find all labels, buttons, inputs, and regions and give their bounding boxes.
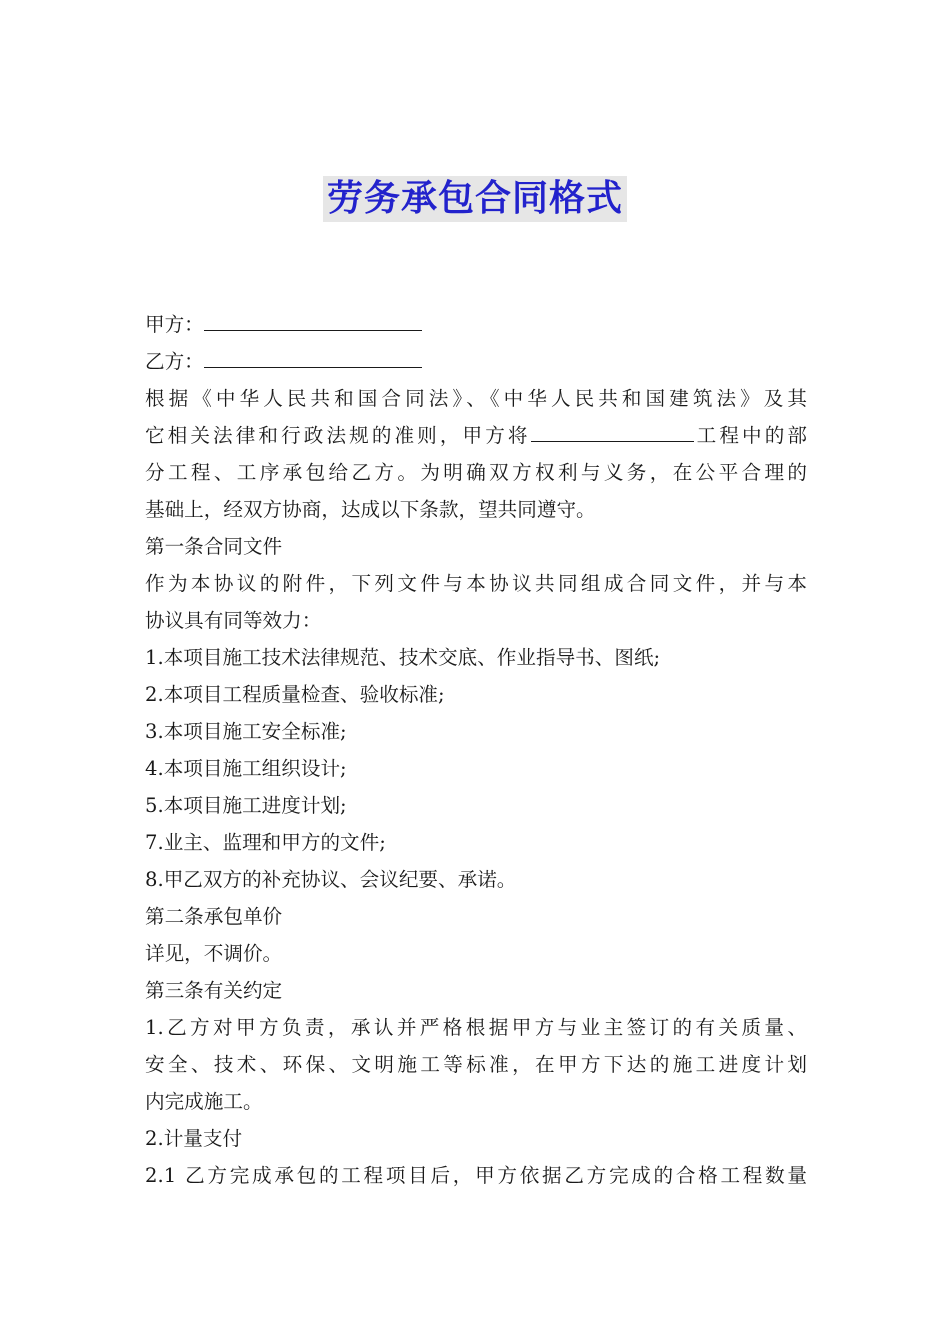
intro-line-1: 根据《中华人民共和国合同法》、《中华人民共和国建筑法》及其 — [145, 387, 807, 410]
list-item: 5.本项目施工进度计划; — [145, 794, 347, 817]
article-3-item-2-1-line-1: 2.1 乙方完成承包的工程项目后，甲方依据乙方完成的合格工程数量 — [145, 1164, 807, 1187]
list-item: 4.本项目施工组织设计; — [145, 757, 347, 780]
article-2-text: 详见，不调价。 — [145, 942, 283, 965]
intro-line-2 — [145, 417, 807, 454]
article-2-heading: 第二条承包单价 — [145, 905, 283, 928]
article-3-heading: 第三条有关约定 — [145, 979, 283, 1002]
list-item: 8.甲乙双方的补充协议、会议纪要、承诺。 — [145, 868, 517, 891]
party-a-blank — [204, 308, 422, 331]
article-1-heading: 第一条合同文件 — [145, 535, 283, 558]
article-3-item-1-line-2: 安全、技术、环保、文明施工等标准，在甲方下达的施工进度计划 — [145, 1053, 807, 1076]
article-1-para-line-1: 作为本协议的附件，下列文件与本协议共同组成合同文件，并与本 — [145, 572, 807, 595]
party-b-label: 乙方： — [145, 350, 204, 373]
list-item: 2.本项目工程质量检查、验收标准; — [145, 683, 445, 706]
party-b-line — [145, 343, 807, 380]
party-b-blank — [204, 345, 422, 368]
intro-line-2-after: 工程中的部 — [693, 424, 808, 447]
party-a-label: 甲方： — [145, 313, 204, 336]
list-item: 3.本项目施工安全标准; — [145, 720, 347, 743]
project-name-blank — [531, 419, 694, 442]
article-1-para-line-2: 协议具有同等效力： — [145, 609, 322, 632]
intro-line-3: 分工程、工序承包给乙方。为明确双方权利与义务，在公平合理的 — [145, 461, 807, 484]
article-3-item-1-line-3: 内完成施工。 — [145, 1090, 263, 1113]
list-item: 7.业主、监理和甲方的文件; — [145, 831, 386, 854]
title-container — [0, 176, 950, 222]
article-3-item-1-line-1: 1.乙方对甲方负责，承认并严格根据甲方与业主签订的有关质量、 — [145, 1016, 807, 1039]
list-item: 1.本项目施工技术法律规范、技术交底、作业指导书、图纸; — [145, 646, 661, 669]
document-body — [145, 306, 807, 1194]
party-a-line — [145, 306, 807, 343]
document-title: 劳务承包合同格式 — [323, 176, 627, 222]
intro-line-2-before: 它相关法律和行政法规的准则，甲方将 — [145, 424, 531, 447]
article-3-item-2-heading: 2.计量支付 — [145, 1127, 243, 1150]
intro-line-4: 基础上，经双方协商，达成以下条款，望共同遵守。 — [145, 498, 596, 521]
